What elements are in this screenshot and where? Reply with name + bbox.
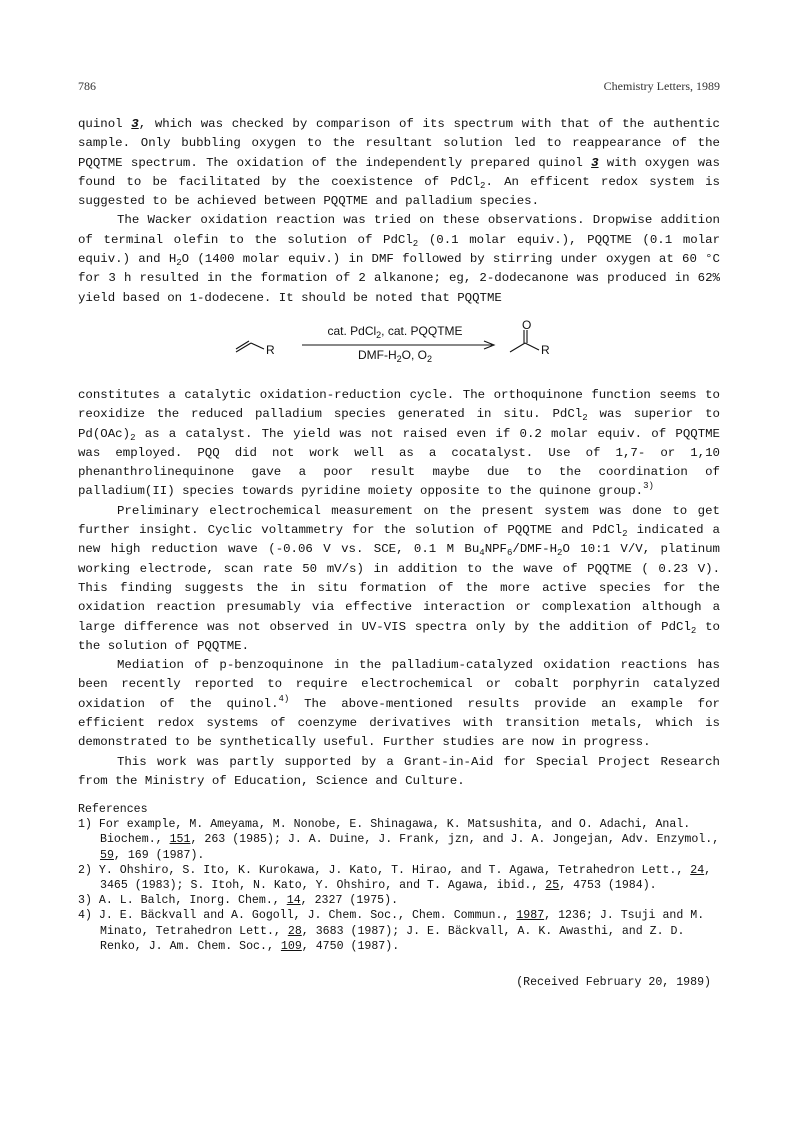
paragraph-catalytic-cycle: constitutes a catalytic oxidation-reduction cycle. The orthoquinone function seems to reoxidize the reduced palladium species generated in situ. PdCl$_2$ was superior to $Pd(OAc)_2$ as a catalyst. The yield was not raised even if 0.2 molar equiv. of PQQTME was employed. PQQ did not work well as a cocatalyst. Use of 1,7- or 1,10 phenanthrolinequinone gave a poor result maybe due to the coordination of palladium(II) species towards pyridine moiety opposite to the quinone group.$^{3)}$ [78, 388, 720, 499]
reaction-conditions-solvent: DMF-$H_2O$, $O_2$ [357, 348, 433, 364]
olefin-chain-bond [251, 343, 264, 349]
product-r-group: R [541, 343, 550, 357]
compound-number: 3 [591, 155, 599, 170]
citation-ref: 4) [278, 693, 290, 704]
paragraph-quinol-reoxidation: quinol 3, which was checked by comparison of its spectrum with that of the authentic sample. Only bubbling oxygen to the resultant solution led to reappearance of the PQQTME spectrum. The oxidation of the independently prepared quinol 3 with oxygen was found to be facilitated by the coexistence of PdCl$_2$. An efficent redox system is suggested to be achieved between PQQTME and palladium species. [78, 117, 720, 209]
references-section [78, 802, 720, 954]
paragraph-electrochemistry: Preliminary electrochemical measurement on the present system was done to get further insight. Cyclic voltammetry for the solution of PQQTME and PdCl$_2$ indicated a new high reduction wave (-0.06 V vs. SCE, 0.1 M $Bu_4NPF_6/DMF-H_2O$ 10:1 V/V, platinum working electrode, scan rate 50 mV/s) in addition to the wave of PQQTME ( 0.23 V). This finding suggests the in situ formation of the more active species for the oxidation reaction presumably via effective interaction or complexation although a large difference was not observed in UV-VIS spectra only by the addition of PdCl$_2$ to the solution of PQQTME. [78, 503, 720, 653]
paragraph-mediation: Mediation of p-benzoquinone in the palladium-catalyzed oxidation reactions has been recently reported to require electrochemical or cobalt porphyrin catalyzed oxidation of the quinol.$^{4)}$ The above-mentioned results provide an example for efficient redox systems of coenzyme derivatives with transition metals, which is demonstrated to be synthetically useful. Further studies are now in progress. [78, 658, 720, 750]
citation-ref: 3) [643, 481, 654, 492]
ketone-methyl-bond [510, 343, 525, 352]
reference-item: 1) For example, M. Ameyama, M. Nonobe, E. Shinagawa, K. Matsushita, and O. Adachi, Anal. Biochem., 151, 263 (1985); J. A. Duine, J. Frank, jzn, and J. A. Jongejan, Adv. Enzymol., 59, 169 (1987). [78, 818, 720, 862]
reaction-scheme [230, 318, 570, 374]
paragraph-acknowledgement: This work was partly supported by a Grant-in-Aid for Special Project Research from the Ministry of Education, Science and Culture. [78, 754, 720, 788]
compound-number: 3 [131, 117, 139, 131]
body-text-upper [78, 115, 720, 308]
ketone-chain-bond [525, 343, 539, 350]
carbonyl-oxygen-label: O [522, 318, 532, 332]
reactant-r-group: R [266, 343, 275, 357]
page-number: 786 [78, 79, 96, 93]
journal-name: Chemistry Letters, 1989 [603, 79, 720, 93]
reference-item: 4) J. E. Bäckvall and A. Gogoll, J. Chem. Soc., Chem. Commun., 1987, 1236; J. Tsuji and M. Minato, Tetrahedron Lett., 28, 3683 (1987); J. E. Bäckvall, A. K. Awasthi, and Z. D. Renko, J. Am. Chem. Soc., 109, 4750 (1987). [78, 909, 705, 953]
references-heading: References [78, 803, 148, 816]
received-date: (Received February 20, 1989) [516, 976, 711, 989]
paragraph-wacker-oxidation: The Wacker oxidation reaction was tried on these observations. Dropwise addition of terminal olefin to the solution of PdCl$_2$ (0.1 molar equiv.), PQQTME (0.1 molar equiv.) and $H_2O$ (1400 molar equiv.) in DMF followed by stirring under oxygen at 60 °C for 3 h resulted in the formation of 2 alkanone; eg, 2-dodecanone was produced in 62% yield based on 1-dodecene. It should be noted that PQQTME [78, 213, 721, 305]
page-header [78, 79, 720, 95]
reaction-conditions-catalyst: cat. PdCl$_2$, cat. PQQTME [327, 324, 463, 340]
body-text-lower [78, 386, 720, 791]
reference-item: 3) A. L. Balch, Inorg. Chem., 14, 2327 (1975). [78, 894, 399, 908]
reference-item: 2) Y. Ohshiro, S. Ito, K. Kurokawa, J. Kato, T. Hirao, and T. Agawa, Tetrahedron Lett., 24, 3465 (1983); S. Itoh, N. Kato, Y. Ohshiro, and T. Agawa, ibid., 25, 4753 (1984). [78, 863, 712, 893]
